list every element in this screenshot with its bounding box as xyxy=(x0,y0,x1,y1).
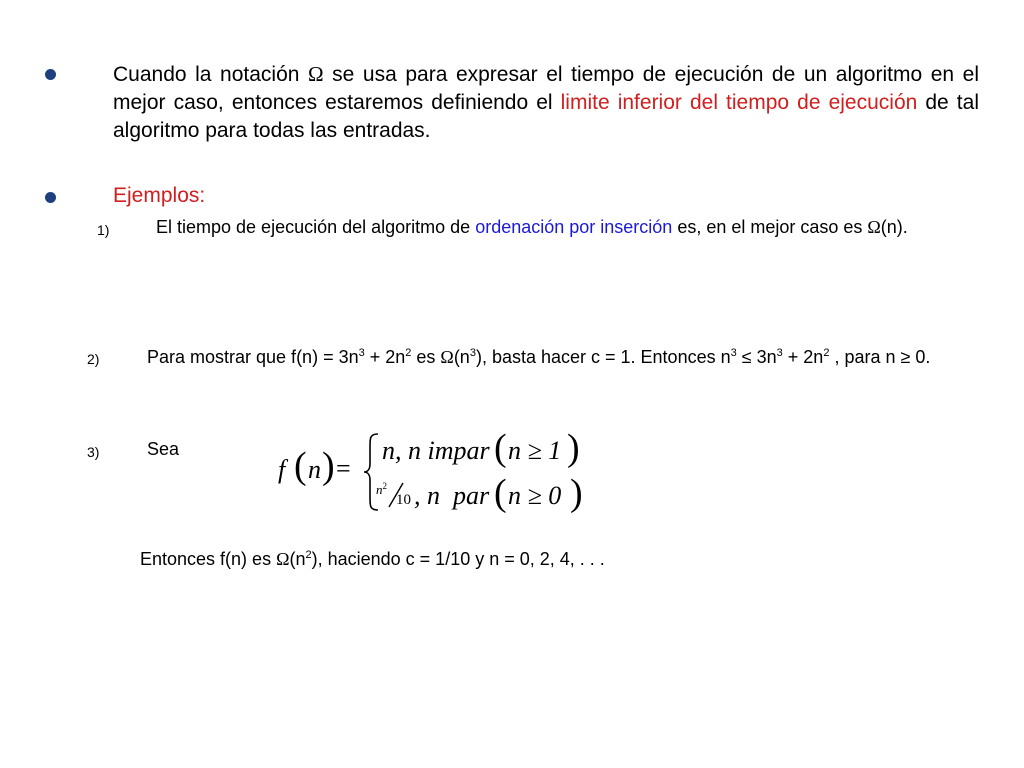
exponent: 2 xyxy=(305,549,312,561)
example-2-t6: ≤ 3n xyxy=(736,347,777,367)
formula-paren-close: ) xyxy=(322,445,335,487)
piecewise-formula xyxy=(270,428,600,518)
example-2-t5: ), basta hacer c = 1. Entonces n xyxy=(475,347,731,367)
example-3-label: Sea xyxy=(147,439,180,459)
formula-lhs-n: n xyxy=(308,455,321,484)
formula-paren-close: ) xyxy=(567,427,580,469)
formula-paren-close: ) xyxy=(570,472,583,514)
example-1-text xyxy=(156,215,979,239)
example-2-t1: Para mostrar que f(n) = 3n xyxy=(147,347,359,367)
bullet1-text-b: de tal algoritmo para todas las entradas. xyxy=(113,91,979,142)
bullet1-intro: Cuando la notación xyxy=(113,63,308,86)
example-1-text-a: El tiempo de ejecución del algoritmo de xyxy=(156,217,476,237)
exponent: 3 xyxy=(776,347,783,359)
exponent: 3 xyxy=(469,347,476,359)
formula-case2-arg: n ≥ 0 xyxy=(508,481,562,510)
exponent: 2 xyxy=(382,481,387,491)
omega-symbol: Ω xyxy=(276,549,290,569)
example-1-text-b: es, en el mejor caso es xyxy=(672,217,868,237)
formula-case2-den: 10 xyxy=(396,492,411,508)
conclusion-t3: ), haciendo c = 1/10 y n = 0, 2, 4, . . . xyxy=(311,549,605,569)
examples-heading: Ejemplos: xyxy=(113,184,206,207)
example-2-text xyxy=(147,344,979,371)
formula-case2: , n par xyxy=(414,481,490,510)
omega-symbol: Ω xyxy=(308,62,324,86)
conclusion-t1: Entonces f(n) es xyxy=(140,549,277,569)
example-2-t2: + 2n xyxy=(364,347,406,367)
formula-paren-open: ( xyxy=(294,445,307,487)
omega-symbol: Ω xyxy=(440,347,454,367)
example-1-text-c: (n). xyxy=(880,217,908,237)
example-number: 2) xyxy=(87,351,100,367)
exponent: 2 xyxy=(405,347,412,359)
formula-paren-open: ( xyxy=(494,427,507,469)
bullet1-text-a: se usa para expresar el tiempo de ejecución de un algoritmo en el mejor caso, entonces estaremos definiendo el xyxy=(113,63,979,114)
conclusion-t2: (n xyxy=(289,549,306,569)
formula-f: f xyxy=(278,455,286,484)
example-1-highlight: ordenación por inserción xyxy=(475,217,673,237)
example-2-t3: es xyxy=(411,347,441,367)
paragraph-omega-definition xyxy=(113,60,979,145)
formula-case1-arg: n ≥ 1 xyxy=(508,436,562,465)
conclusion-text xyxy=(140,547,900,571)
example-number: 1) xyxy=(97,222,110,238)
example-2-t8: , para n ≥ 0. xyxy=(829,347,931,367)
formula-case2-num xyxy=(376,482,387,498)
example-number: 3) xyxy=(87,444,100,460)
example-2-t7: + 2n xyxy=(782,347,824,367)
formula-left-brace xyxy=(362,432,382,512)
bullet-icon xyxy=(45,192,56,203)
bullet1-highlight: limite inferior del tiempo de ejecución xyxy=(560,91,918,114)
example-2-t4: (n xyxy=(453,347,470,367)
exponent: 3 xyxy=(730,347,737,359)
bullet-icon xyxy=(45,69,56,80)
formula-case2-n: n xyxy=(376,482,383,497)
exponent: 3 xyxy=(358,347,365,359)
formula-case1: n, n impar xyxy=(382,436,490,465)
formula-equals: = xyxy=(336,454,351,483)
formula-paren-open: ( xyxy=(494,472,507,514)
omega-symbol: Ω xyxy=(867,217,881,237)
exponent: 2 xyxy=(823,347,830,359)
